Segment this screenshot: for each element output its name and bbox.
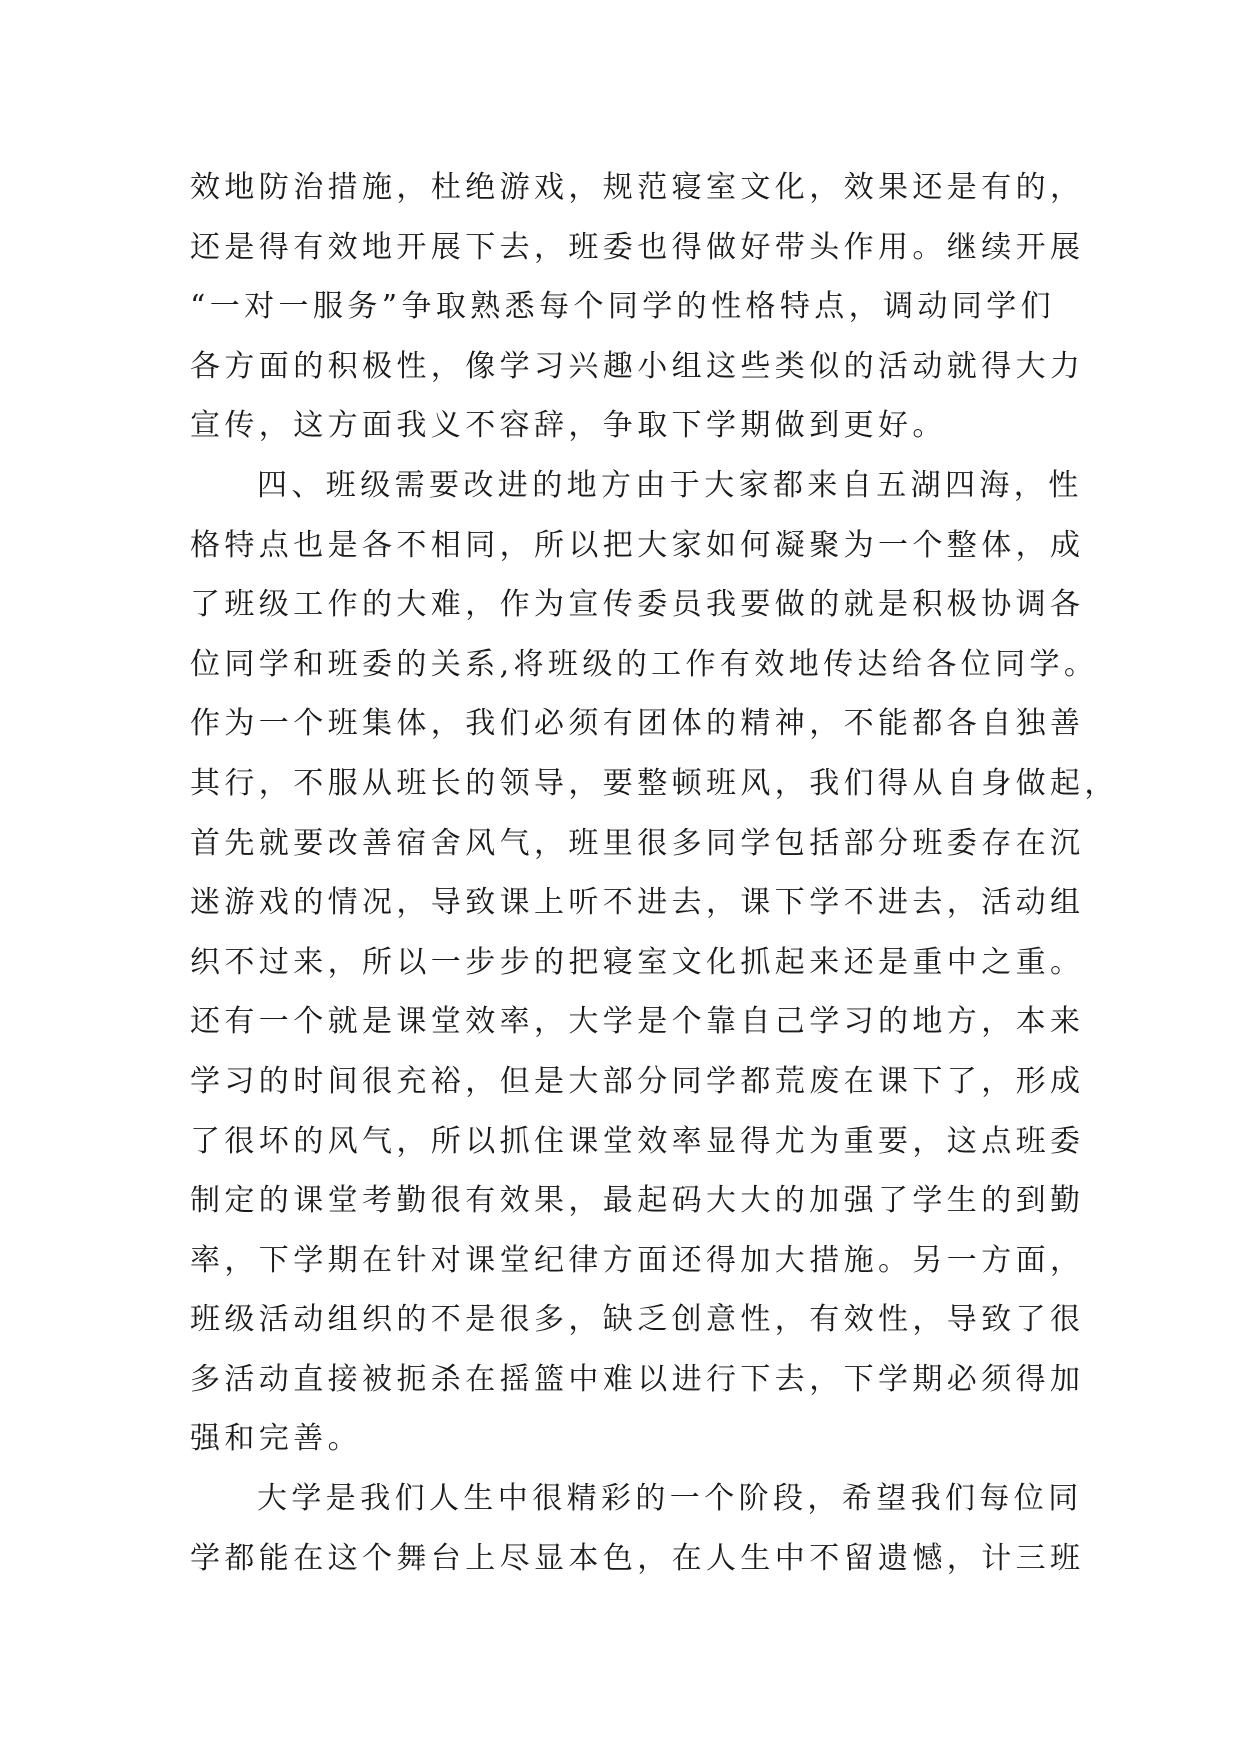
- text-line: 班级活动组织的不是很多，缺乏创意性，有效性，导致了很: [190, 1302, 1085, 1338]
- text-line: 首先就要改善宿舍风气，班里很多同学包括部分班委存在沉: [190, 825, 1085, 861]
- paragraph-start-line: 四、班级需要改进的地方由于大家都来自五湖四海，性: [257, 467, 1083, 503]
- text-line: 位同学和班委的关系,将班级的工作有效地传达给各位同学。: [190, 646, 1099, 682]
- text-line: “一对一服务”争取熟悉每个同学的性格特点，调动同学们: [190, 289, 1056, 325]
- text-line: 格特点也是各不相同，所以把大家如何凝聚为一个整体，成: [190, 527, 1085, 563]
- text-line: 了很坏的风气，所以抓住课堂效率显得尤为重要，这点班委: [190, 1123, 1085, 1159]
- text-line: 率，下学期在针对课堂纪律方面还得加大措施。另一方面，: [190, 1242, 1085, 1278]
- paragraph-start-line: 大学是我们人生中很精彩的一个阶段，希望我们每位同: [257, 1481, 1083, 1517]
- text-line: 学都能在这个舞台上尽显本色，在人生中不留遗憾，计三班: [190, 1540, 1085, 1576]
- text-line: 了班级工作的大难，作为宣传委员我要做的就是积极协调各: [190, 587, 1085, 623]
- text-line: 学习的时间很充裕，但是大部分同学都荒废在课下了，形成: [190, 1063, 1085, 1099]
- text-line: 织不过来，所以一步步的把寝室文化抓起来还是重中之重。: [190, 944, 1085, 980]
- text-line: 还是得有效地开展下去，班委也得做好带头作用。继续开展: [190, 229, 1085, 265]
- text-line: 多活动直接被扼杀在摇篮中难以进行下去，下学期必须得加: [190, 1361, 1085, 1397]
- text-line: 还有一个就是课堂效率，大学是个靠自己学习的地方，本来: [190, 1004, 1085, 1040]
- text-line: 宣传，这方面我义不容辞，争取下学期做到更好。: [190, 408, 947, 444]
- text-line: 各方面的积极性，像学习兴趣小组这些类似的活动就得大力: [190, 348, 1085, 384]
- body-text: [190, 158, 1119, 1588]
- text-line: 效地防治措施，杜绝游戏，规范寝室文化，效果还是有的，: [190, 170, 1085, 205]
- text-line: 作为一个班集体，我们必须有团体的精神，不能都各自独善: [190, 706, 1085, 742]
- text-line: 制定的课堂考勤很有效果，最起码大大的加强了学生的到勤: [190, 1183, 1085, 1219]
- text-line: 其行，不服从班长的领导，要整顿班风，我们得从自身做起，: [190, 765, 1119, 801]
- text-line: 强和完善。: [190, 1421, 362, 1457]
- text-line: 迷游戏的情况，导致课上听不进去，课下学不进去，活动组: [190, 885, 1085, 921]
